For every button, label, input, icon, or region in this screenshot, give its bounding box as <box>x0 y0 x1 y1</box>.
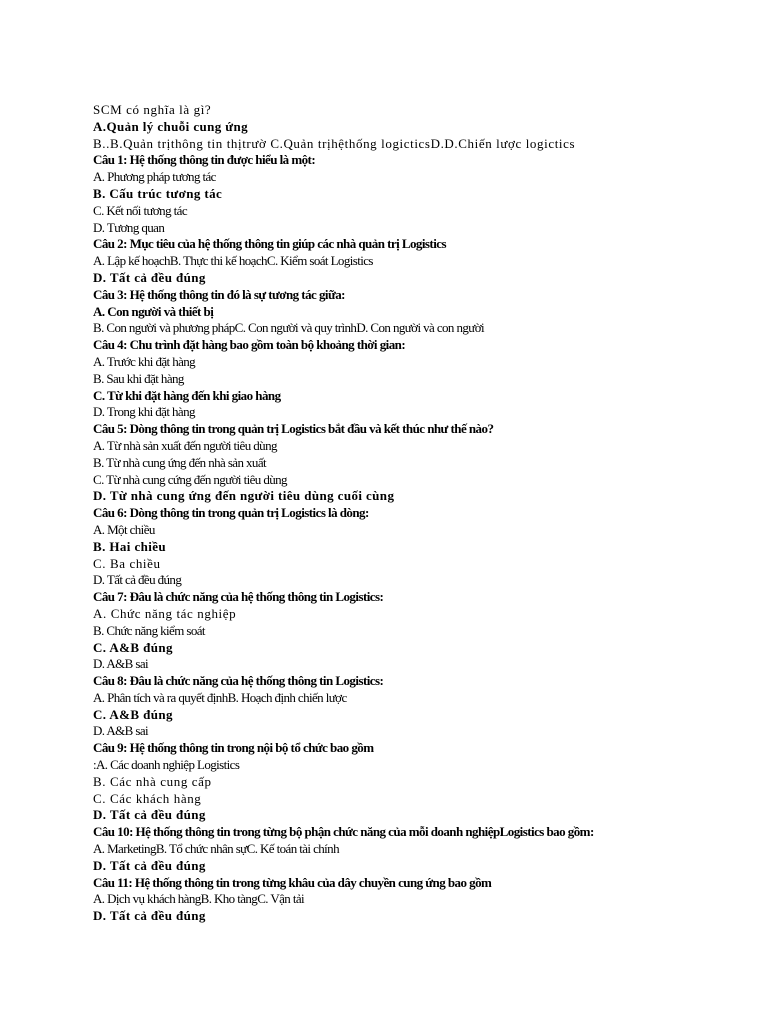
line-43: D. Tất cả đều đúng <box>93 807 206 823</box>
document-page <box>93 102 693 925</box>
line-36: A. Phân tích và ra quyết địnhB. Hoạch định chiến lược <box>93 689 347 705</box>
line-34: D. A&B sai <box>93 656 149 672</box>
line-28: C. Ba chiều <box>93 555 161 571</box>
line-35: Câu 8: Đâu là chức năng của hệ thống thông tin Logistics: <box>93 673 384 689</box>
line-38: D. A&B sai <box>93 723 149 739</box>
line-17: B. Sau khi đặt hàng <box>93 370 184 386</box>
line-29: D. Tất cả đều đúng <box>93 572 182 588</box>
line-12: Câu 3: Hệ thống thông tin đó là sự tương tác giữa: <box>93 286 345 302</box>
line-20: Câu 5: Dòng thông tin trong quản trị Logistics bắt đầu và kết thúc như thế nào? <box>93 421 494 437</box>
line-14: B. Con người và phương phápC. Con người và quy trìnhD. Con người và con người <box>93 320 484 336</box>
line-23: C. Từ nhà cung cứng đến người tiêu dùng <box>93 471 287 487</box>
line-19: D. Trong khi đặt hàng <box>93 404 195 420</box>
line-41: B. Các nhà cung cấp <box>93 773 212 789</box>
line-5: A. Phương pháp tương tác <box>93 169 216 185</box>
line-44: Câu 10: Hệ thống thông tin trong từng bộ phận chức năng của mỗi doanh nghiệpLogistics bao gồm: <box>93 824 594 840</box>
line-8: D. Tương quan <box>93 219 165 235</box>
line-24: D. Từ nhà cung ứng đến người tiêu dùng cuối cùng <box>93 488 395 504</box>
line-22: B. Từ nhà cung ứng đến nhà sản xuất <box>93 454 267 470</box>
line-15: Câu 4: Chu trình đặt hàng bao gồm toàn bộ khoảng thời gian: <box>93 337 406 353</box>
line-32: B. Chức năng kiểm soát <box>93 622 205 638</box>
line-10: A. Lập kế hoạchB. Thực thi kế hoạchC. Kiểm soát Logistics <box>93 253 373 269</box>
line-13: A. Con người và thiết bị <box>93 303 214 319</box>
line-31: A. Chức năng tác nghiệp <box>93 605 237 621</box>
line-4: Câu 1: Hệ thống thông tin được hiểu là một: <box>93 152 316 168</box>
line-11: D. Tất cả đều đúng <box>93 269 206 285</box>
line-39: Câu 9: Hệ thống thông tin trong nội bộ tổ chức bao gồm <box>93 740 374 756</box>
line-47: Câu 11: Hệ thống thông tin trong từng khâu của dây chuyền cung ứng bao gồm <box>93 874 492 890</box>
line-42: C. Các khách hàng <box>93 790 202 806</box>
line-7: C. Kết nối tương tác <box>93 202 187 218</box>
line-9: Câu 2: Mục tiêu của hệ thống thông tin giúp các nhà quản trị Logistics <box>93 236 446 252</box>
line-1: SCM có nghĩa là gì? <box>93 102 212 117</box>
line-49: D. Tất cả đều đúng <box>93 908 206 924</box>
line-30: Câu 7: Đâu là chức năng của hệ thống thông tin Logistics: <box>93 589 384 605</box>
line-27: B. Hai chiều <box>93 538 167 554</box>
line-33: C. A&B đúng <box>93 639 173 655</box>
line-26: A. Một chiều <box>93 521 155 537</box>
line-45: A. MarketingB. Tổ chức nhân sựC. Kế toán tài chính <box>93 841 339 857</box>
line-21: A. Từ nhà sản xuất đến người tiêu dùng <box>93 437 277 453</box>
line-25: Câu 6: Dòng thông tin trong quản trị Logistics là dòng: <box>93 505 369 521</box>
line-18: C. Từ khi đặt hàng đến khi giao hàng <box>93 387 281 403</box>
line-40: :A. Các doanh nghiệp Logistics <box>93 757 240 773</box>
line-6: B. Cấu trúc tương tác <box>93 185 223 201</box>
line-37: C. A&B đúng <box>93 706 173 722</box>
line-3: B..B.Quản trịthông tin thịtrườ C.Quản trịhệthống logicticsD.D.Chiến lược logictics <box>93 135 576 151</box>
line-48: A. Dịch vụ khách hàngB. Kho tàngC. Vận tải <box>93 891 305 907</box>
line-46: D. Tất cả đều đúng <box>93 857 206 873</box>
line-2: A.Quản lý chuỗi cung ứng <box>93 118 249 134</box>
line-16: A. Trước khi đặt hàng <box>93 353 196 369</box>
